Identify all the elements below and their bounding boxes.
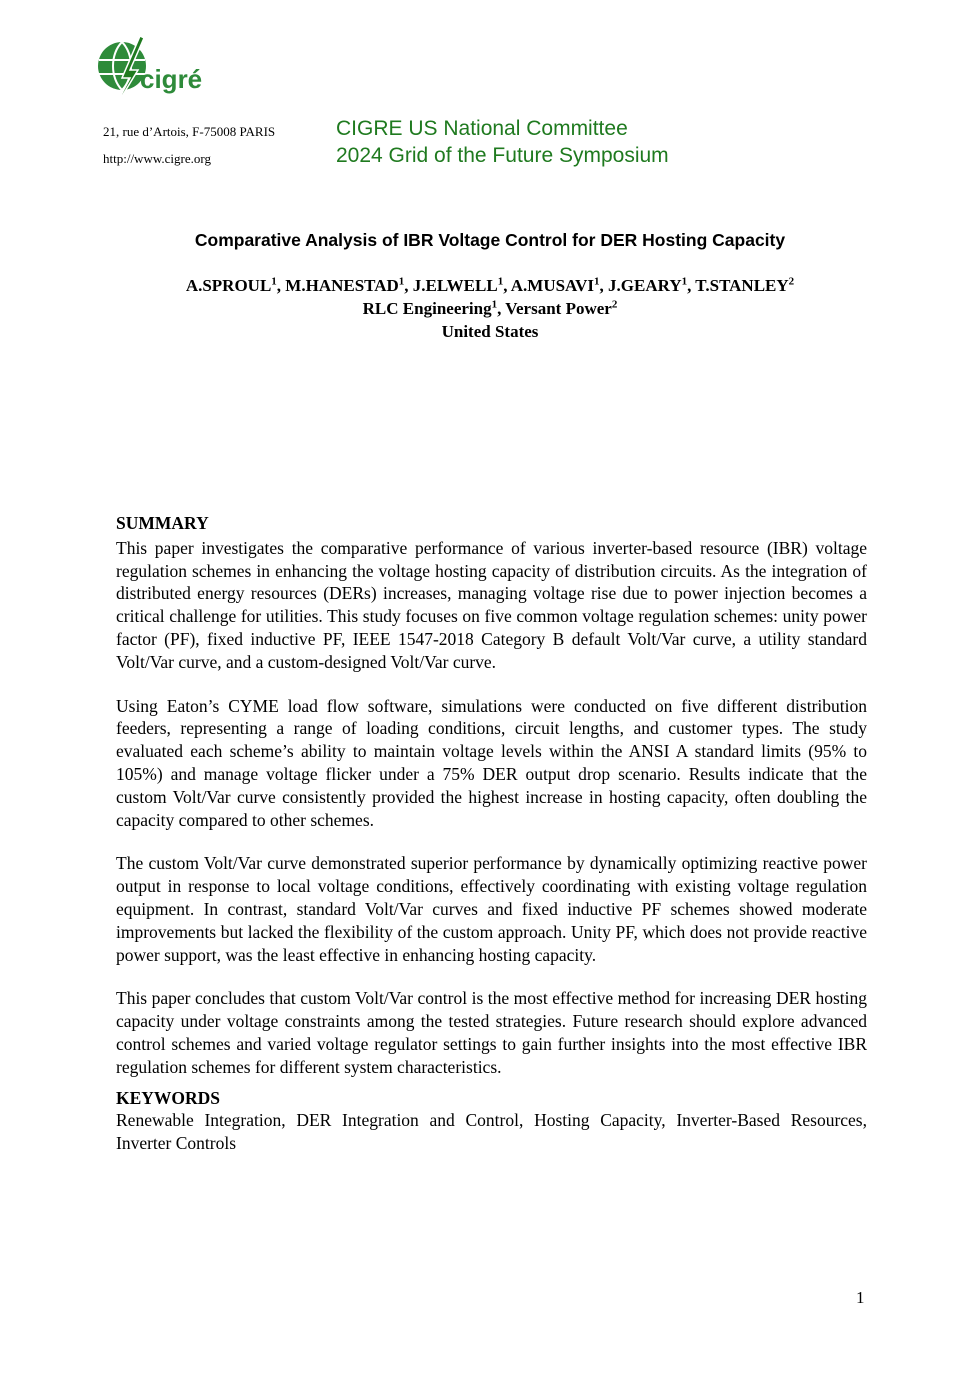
author-affiliation-mark: 1 <box>497 275 504 288</box>
author-name: M.HANESTAD <box>285 276 399 295</box>
affiliation-mark: 1 <box>491 298 498 311</box>
website-url[interactable]: http://www.cigre.org <box>103 151 211 166</box>
affiliations-line: RLC Engineering$^1$, Versant Power$^2$ <box>362 298 618 318</box>
paper-title: Comparative Analysis of IBR Voltage Control for DER Hosting Capacity <box>194 230 786 250</box>
summary-paragraph: This paper investigates the comparative performance of various inverter-based resource (IBR) voltage regulation schemes in enhancing the voltage hosting capacity of distribution circuits. As the integration of distributed energy resources (DERs) increases, managing voltage rise due to power injection becomes a critical challenge for utilities. This study focuses on five common voltage regulation schemes: unity power factor (PF), fixed inductive PF, IEEE 1547-2018 Category B default Volt/Var curve, a utility standard Volt/Var curve, and a custom-designed Volt/Var curve. <box>116 537 867 672</box>
country: United States <box>441 322 539 341</box>
cigre-logo <box>92 34 212 118</box>
summary-paragraph: This paper concludes that custom Volt/Var control is the most effective method for increasing DER hosting capacity under voltage constraints among the tested strategies. Future research should explore advanced control schemes and varied voltage regulator settings to gain further insights into the most effective IBR regulation schemes for different system characteristics. <box>116 988 867 1077</box>
summary-heading: SUMMARY <box>116 513 209 533</box>
address: 21, rue d’Artois, F-75008 PARIS <box>103 124 276 139</box>
symposium-name: 2024 Grid of the Future Symposium <box>336 144 669 167</box>
keywords-text: Renewable Integration, DER Integration and Control, Hosting Capacity, Inverter-Based Resources, Inverter Controls <box>116 1110 867 1154</box>
author-affiliation-mark: 1 <box>594 275 600 288</box>
affiliation-name: Versant Power <box>505 299 612 318</box>
author-affiliation-mark: 2 <box>788 275 795 288</box>
keywords-heading: KEYWORDS <box>116 1087 221 1108</box>
author-affiliation-mark: 1 <box>271 275 277 288</box>
logo-wordmark: cigré <box>140 64 203 94</box>
affiliation-mark: 2 <box>611 298 618 311</box>
affiliation-name: RLC Engineering <box>362 299 492 318</box>
author-affiliation-mark: 1 <box>398 275 405 288</box>
author-name: A.SPROUL <box>185 276 272 295</box>
authors-line: A.SPROUL$^1$, M.HANESTAD$^1$, J.ELWELL$^1$, A.MUSAVI$^1$, J.GEARY$^1$, T.STANLEY$^2$ <box>185 275 795 295</box>
author-name: A.MUSAVI <box>510 276 595 295</box>
paper-body <box>116 512 867 1155</box>
summary-paragraph: The custom Volt/Var curve demonstrated superior performance by dynamically optimizing reactive power output in response to local voltage conditions, effectively coordinating with existing voltage regulation equipment. In contrast, standard Volt/Var curves and fixed inductive PF schemes showed moderate improvements but lacked the flexibility of the custom approach. Unity PF, which does not provide reactive power support, was the least effective in enhancing hosting capacity. <box>116 853 867 965</box>
page-number: 1 <box>856 1288 865 1307</box>
summary-paragraph: Using Eaton’s CYME load flow software, simulations were conducted on five different distribution feeders, representing a range of loading conditions, circuit lengths, and customer types. The study evaluated each scheme’s ability to maintain voltage levels within the ANSI A standard limits (95% to 105%) and manage voltage flicker under a 75% DER output drop scenario. Results indicate that the custom Volt/Var curve consistently provided the highest increase in hosting capacity, often doubling the capacity compared to other schemes. <box>116 695 867 830</box>
author-name: T.STANLEY <box>695 276 789 295</box>
author-affiliation-mark: 1 <box>681 275 688 288</box>
author-name: J.ELWELL <box>412 276 498 295</box>
committee-name: CIGRE US National Committee <box>336 117 628 140</box>
author-name: J.GEARY <box>608 276 682 295</box>
